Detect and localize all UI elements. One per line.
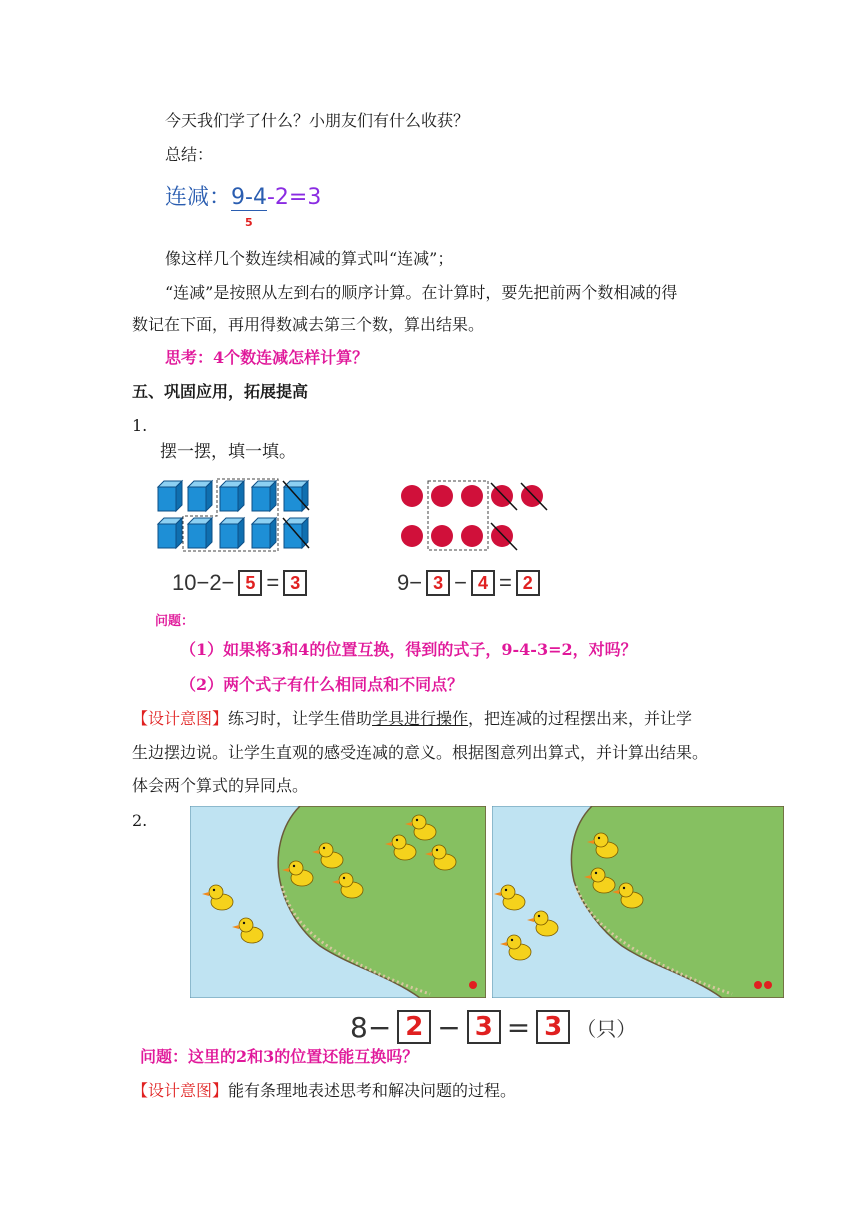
ducks-picture-left bbox=[190, 806, 486, 998]
cube bbox=[158, 481, 182, 511]
design-tag: 【设计意图】 bbox=[132, 709, 229, 728]
dot-crossed bbox=[491, 525, 513, 547]
summary-label: 总结： bbox=[165, 145, 214, 164]
ex1-equation-right bbox=[397, 570, 540, 596]
cube bbox=[220, 518, 244, 548]
answer-box: 3 bbox=[467, 1010, 501, 1044]
intro-question: 今天我们学了什么？小朋友们有什么收获？ bbox=[165, 111, 470, 130]
answer-box: 2 bbox=[397, 1010, 431, 1044]
dots-figure bbox=[395, 478, 555, 553]
ex1-question-2: （2）两个式子有什么相同点和不同点？ bbox=[180, 675, 464, 694]
design-underlined: 学具进行操作 bbox=[372, 709, 469, 728]
eq-prefix: 10−2− bbox=[172, 570, 235, 595]
ex1-number: 1. bbox=[132, 416, 148, 435]
ex1-instruction: 摆一摆，填一填。 bbox=[160, 442, 296, 462]
design-text: 能有条理地表述思考和解决问题的过程。 bbox=[228, 1081, 517, 1100]
formula-line bbox=[165, 183, 321, 213]
explain-p2-line2: 数记在下面，再用得数减去第三个数，算出结果。 bbox=[132, 315, 485, 334]
ex1-equation-left bbox=[172, 570, 307, 596]
eq-minus: − bbox=[454, 570, 467, 595]
cube bbox=[252, 518, 276, 548]
section5-heading: 五、巩固应用，拓展提高 bbox=[132, 382, 309, 401]
ex1-design-line3: 体会两个算式的异同点。 bbox=[132, 776, 309, 795]
dot bbox=[431, 485, 453, 507]
cube bbox=[252, 481, 276, 511]
eq-prefix: 8− bbox=[350, 1010, 392, 1044]
eq-prefix: 9− bbox=[397, 570, 423, 595]
ex2-number: 2. bbox=[132, 811, 148, 830]
dot bbox=[461, 485, 483, 507]
formula-subresult: 5 bbox=[245, 216, 253, 229]
ex2-question: 问题：这里的2和3的位置还能互换吗？ bbox=[140, 1047, 419, 1066]
answer-box: 3 bbox=[536, 1010, 570, 1044]
dot bbox=[401, 485, 423, 507]
cube bbox=[158, 518, 182, 548]
dot bbox=[401, 525, 423, 547]
dot-crossed bbox=[521, 485, 543, 507]
cube bbox=[188, 481, 212, 511]
answer-box: 5 bbox=[238, 570, 262, 596]
think-question: 思考：4个数连减怎样计算？ bbox=[165, 348, 369, 367]
answer-box: 3 bbox=[283, 570, 307, 596]
ex2-equation bbox=[350, 1010, 636, 1044]
dot-crossed bbox=[491, 485, 513, 507]
cube bbox=[220, 481, 244, 511]
formula-rest: -2=3 bbox=[266, 185, 322, 210]
ex1-question-1: （1）如果将3和4的位置互换，得到的式子，9-4-3=2，对吗？ bbox=[180, 640, 637, 659]
design-tag: 【设计意图】 bbox=[132, 1081, 229, 1100]
ducks-picture-right bbox=[492, 806, 784, 998]
ex2-design bbox=[132, 1080, 516, 1102]
design-text: ，把连减的过程摆出来，并让学 bbox=[468, 709, 693, 728]
explain-p2-line1: “连减”是按照从左到右的顺序计算。在计算时，要先把前两个数相减的得 bbox=[165, 283, 678, 302]
formula-label: 连减： bbox=[165, 185, 232, 210]
ex1-question-label: 问题： bbox=[155, 614, 195, 629]
eq-equals: = bbox=[266, 570, 280, 595]
eq-minus: − bbox=[437, 1010, 461, 1044]
ex1-design-line2: 生边摆边说。让学生直观的感受连减的意义。根据图意列出算式，并计算出结果。 bbox=[132, 743, 709, 762]
ex1-design-line1 bbox=[132, 708, 692, 730]
dot bbox=[431, 525, 453, 547]
answer-box: 3 bbox=[426, 570, 450, 596]
answer-box: 2 bbox=[516, 570, 540, 596]
answer-box: 4 bbox=[471, 570, 495, 596]
eq-equals: = bbox=[506, 1010, 531, 1044]
dot bbox=[461, 525, 483, 547]
design-text: 练习时，让学生借助 bbox=[228, 709, 373, 728]
eq-equals: = bbox=[498, 570, 512, 595]
eq-unit: （只） bbox=[576, 1016, 637, 1041]
explain-p1: 像这样几个数连续相减的算式叫“连减”； bbox=[165, 249, 454, 268]
cube bbox=[188, 518, 212, 548]
cubes-figure bbox=[155, 478, 315, 553]
formula-first-part: 9-4 bbox=[231, 185, 267, 210]
